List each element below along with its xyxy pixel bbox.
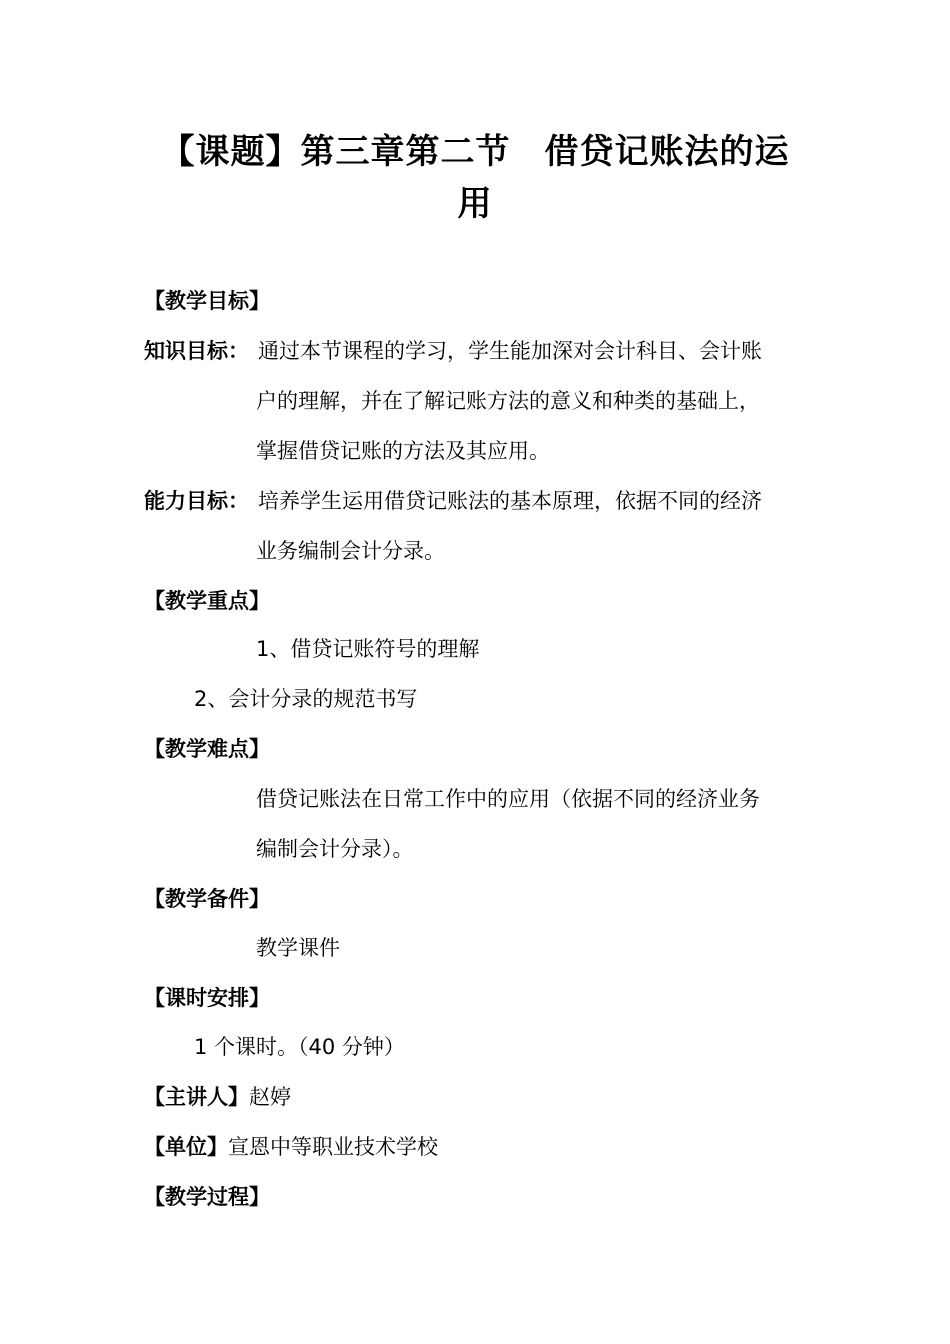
difficulty-heading: 【教学难点】 — [144, 737, 270, 761]
materials-heading: 【教学备件】 — [144, 887, 270, 911]
materials-text: 教学课件 — [256, 936, 340, 960]
keypoints-heading: 【教学重点】 — [144, 589, 270, 613]
title-part-1: 【课题】第三章第二节 — [160, 132, 511, 172]
lecturer-label: 【主讲人】 — [144, 1085, 249, 1109]
unit-label: 【单位】 — [144, 1135, 228, 1159]
ability-label: 能力目标： — [144, 489, 249, 513]
lecturer-name: 赵婷 — [249, 1085, 291, 1109]
keypoint-2: 2、会计分录的规范书写 — [194, 687, 418, 711]
ability-line-2: 业务编制会计分录。 — [256, 539, 445, 563]
ability-line-1: 培养学生运用借贷记账法的基本原理，依据不同的经济 — [258, 489, 762, 513]
keypoint-1: 1、借贷记账符号的理解 — [256, 637, 480, 661]
title-part-3: 用 — [457, 184, 493, 224]
knowledge-line-2: 户的理解，并在了解记账方法的意义和种类的基础上， — [256, 389, 760, 413]
schedule-text: 1 个课时。（40 分钟） — [194, 1035, 405, 1059]
objectives-heading: 【教学目标】 — [144, 289, 270, 313]
process-heading: 【教学过程】 — [144, 1185, 270, 1209]
unit-name: 宣恩中等职业技术学校 — [228, 1135, 438, 1159]
lecturer-row — [144, 1082, 291, 1112]
knowledge-line-3: 掌握借贷记账的方法及其应用。 — [256, 439, 550, 463]
difficulty-line-1: 借贷记账法在日常工作中的应用（依据不同的经济业务 — [256, 787, 760, 811]
title-part-2: 借贷记账法的运 — [544, 132, 790, 172]
document-title — [150, 126, 800, 230]
knowledge-line-1: 通过本节课程的学习，学生能加深对会计科目、会计账 — [258, 339, 762, 363]
unit-row — [144, 1132, 438, 1162]
knowledge-label: 知识目标： — [144, 339, 249, 363]
difficulty-line-2: 编制会计分录）。 — [256, 837, 414, 861]
schedule-heading: 【课时安排】 — [144, 986, 270, 1010]
